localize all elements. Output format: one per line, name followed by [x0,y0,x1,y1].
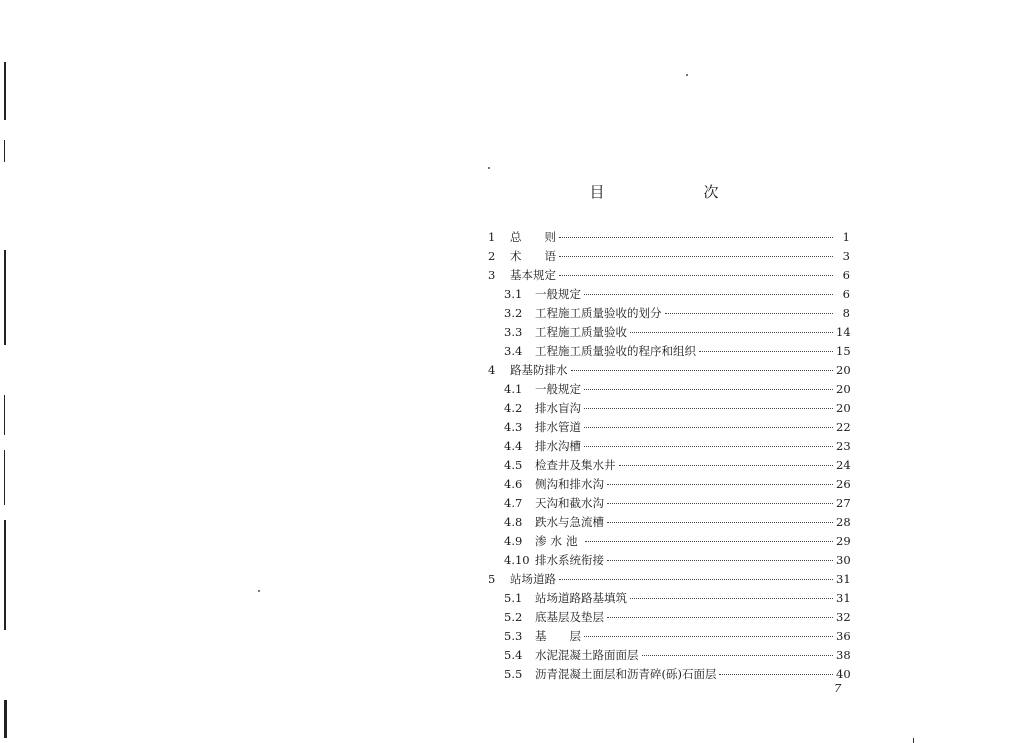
toc-dot-leader [584,427,833,428]
toc-entry[interactable] [488,532,850,551]
toc-entry-label: 渗水池 [535,534,582,548]
toc-entry-label: 水泥混凝土路面面层 [535,648,639,662]
scan-speck [488,167,490,169]
toc-entry-page: 38 [836,648,851,662]
toc-entry-label: 底基层及垫层 [535,610,604,624]
toc-entry-number: 2 [488,249,496,263]
toc-entry-label: 基 层 [535,629,581,643]
toc-dot-leader [607,617,833,618]
toc-entry-number: 4.3 [504,420,523,434]
toc-entry[interactable] [488,323,850,342]
toc-dot-leader [584,446,833,447]
toc-dot-leader [559,579,833,580]
toc-dot-leader [607,503,833,504]
toc-entry-page: 20 [836,363,851,377]
toc-title: 目 次 [589,183,761,201]
toc-entry[interactable] [488,608,850,627]
toc-entry-page: 26 [836,477,851,491]
toc-entry-label: 工程施工质量验收 [535,325,627,339]
toc-entry-label: 工程施工质量验收的划分 [535,306,662,320]
toc-entry-number: 4.7 [504,496,523,510]
toc-entry[interactable] [488,361,850,380]
toc-entry-number: 4 [488,363,496,377]
scan-speck [913,738,914,743]
toc-entry[interactable] [488,551,850,570]
toc-entry-label: 术 语 [510,249,556,263]
toc-dot-leader [585,541,833,542]
scan-edge-mark [4,450,5,505]
toc-dot-leader [642,655,834,656]
toc-entry-label: 工程施工质量验收的程序和组织 [535,344,696,358]
toc-entry-number: 3.4 [504,344,523,358]
toc-entry-page: 8 [842,306,850,320]
toc-entry-page: 20 [836,382,851,396]
toc-entry-number: 5.3 [504,629,523,643]
toc-dot-leader [699,351,833,352]
toc-dot-leader [619,465,834,466]
toc-entry-label: 一般规定 [535,382,581,396]
toc-dot-leader [630,598,833,599]
toc-dot-leader [607,560,833,561]
toc-entry-label: 检查井及集水井 [535,458,616,472]
toc-entry[interactable] [488,646,850,665]
toc-entry[interactable] [488,399,850,418]
toc-entry[interactable] [488,266,850,285]
toc-entry-number: 3.2 [504,306,523,320]
toc-entry[interactable] [488,456,850,475]
toc-entry[interactable] [488,665,850,684]
scan-edge-mark [4,395,5,435]
toc-entry-page: 31 [836,591,851,605]
toc-entry-label: 天沟和截水沟 [535,496,604,510]
toc-entry[interactable] [488,513,850,532]
toc-entry[interactable] [488,418,850,437]
toc-entry-page: 22 [836,420,851,434]
toc-entry-page: 27 [836,496,851,510]
toc-dot-leader [665,313,834,314]
toc-dot-leader [719,674,833,675]
toc-dot-leader [584,294,833,295]
toc-dot-leader [584,408,833,409]
toc-dot-leader [584,389,833,390]
toc-entry[interactable] [488,570,850,589]
toc-entry-label: 路基防排水 [510,363,568,377]
toc-entry-number: 5.5 [504,667,523,681]
toc-entry-number: 4.8 [504,515,523,529]
toc-entry-page: 32 [836,610,851,624]
toc-entry[interactable] [488,475,850,494]
toc-entry-number: 5.1 [504,591,523,605]
toc-entry[interactable] [488,627,850,646]
toc-entry-number: 4.10 [504,553,530,567]
toc-entry-number: 4.2 [504,401,523,415]
toc-entry-number: 4.9 [504,534,523,548]
page-number: 7 [834,681,842,695]
toc-dot-leader [559,275,833,276]
toc-entry-page: 29 [836,534,851,548]
toc-entry-number: 3.3 [504,325,523,339]
toc-entry-label: 排水管道 [535,420,581,434]
toc-entry-label: 跌水与急流槽 [535,515,604,529]
toc-dot-leader [607,522,833,523]
toc-entry-label: 站场道路路基填筑 [535,591,627,605]
toc-entry-page: 6 [842,268,850,282]
toc-entry-label: 站场道路 [510,572,556,586]
scan-edge-mark [4,700,7,738]
scan-speck [686,74,688,76]
toc-entry-page: 20 [836,401,851,415]
toc-dot-leader [630,332,833,333]
toc-entry-number: 4.4 [504,439,523,453]
toc-entry-label: 沥青混凝土面层和沥青碎(砾)石面层 [535,667,717,681]
toc-entry-page: 30 [836,553,851,567]
toc-entry[interactable] [488,228,850,247]
scan-edge-mark [4,520,6,630]
toc-entry-number: 4.1 [504,382,523,396]
toc-entry-label: 侧沟和排水沟 [535,477,604,491]
toc-entry[interactable] [488,589,850,608]
toc-entry-page: 14 [836,325,851,339]
toc-list [488,228,850,684]
toc-entry[interactable] [488,247,850,266]
toc-entry-number: 4.6 [504,477,523,491]
scan-speck [258,590,260,592]
toc-entry-label: 排水沟槽 [535,439,581,453]
toc-entry-label: 排水系统衔接 [535,553,604,567]
toc-entry-label: 基本规定 [510,268,556,282]
toc-entry-number: 5.2 [504,610,523,624]
toc-entry-page: 15 [836,344,851,358]
toc-entry[interactable] [488,437,850,456]
toc-entry-page: 1 [842,230,850,244]
toc-dot-leader [584,636,833,637]
toc-entry[interactable] [488,342,850,361]
toc-dot-leader [559,256,833,257]
toc-entry-page: 28 [836,515,851,529]
toc-dot-leader [607,484,833,485]
toc-entry-number: 5 [488,572,496,586]
toc-dot-leader [571,370,834,371]
toc-entry-page: 3 [842,249,850,263]
toc-entry-page: 23 [836,439,851,453]
toc-entry-number: 3.1 [504,287,523,301]
toc-entry-page: 40 [836,667,851,681]
toc-entry-number: 5.4 [504,648,523,662]
toc-entry-label: 排水盲沟 [535,401,581,415]
toc-dot-leader [559,237,833,238]
toc-entry-page: 6 [842,287,850,301]
toc-entry[interactable] [488,285,850,304]
toc-entry[interactable] [488,304,850,323]
toc-entry-number: 3 [488,268,496,282]
toc-entry-label: 总 则 [510,230,556,244]
scan-edge-mark [4,250,6,345]
table-of-contents [488,180,850,684]
toc-entry-page: 31 [836,572,851,586]
toc-entry-number: 4.5 [504,458,523,472]
scan-edge-mark [4,62,6,120]
toc-entry[interactable] [488,494,850,513]
toc-entry-page: 24 [836,458,851,472]
toc-entry[interactable] [488,380,850,399]
toc-entry-label: 一般规定 [535,287,581,301]
scan-edge-mark [4,140,5,162]
toc-entry-number: 1 [488,230,496,244]
toc-entry-page: 36 [836,629,851,643]
